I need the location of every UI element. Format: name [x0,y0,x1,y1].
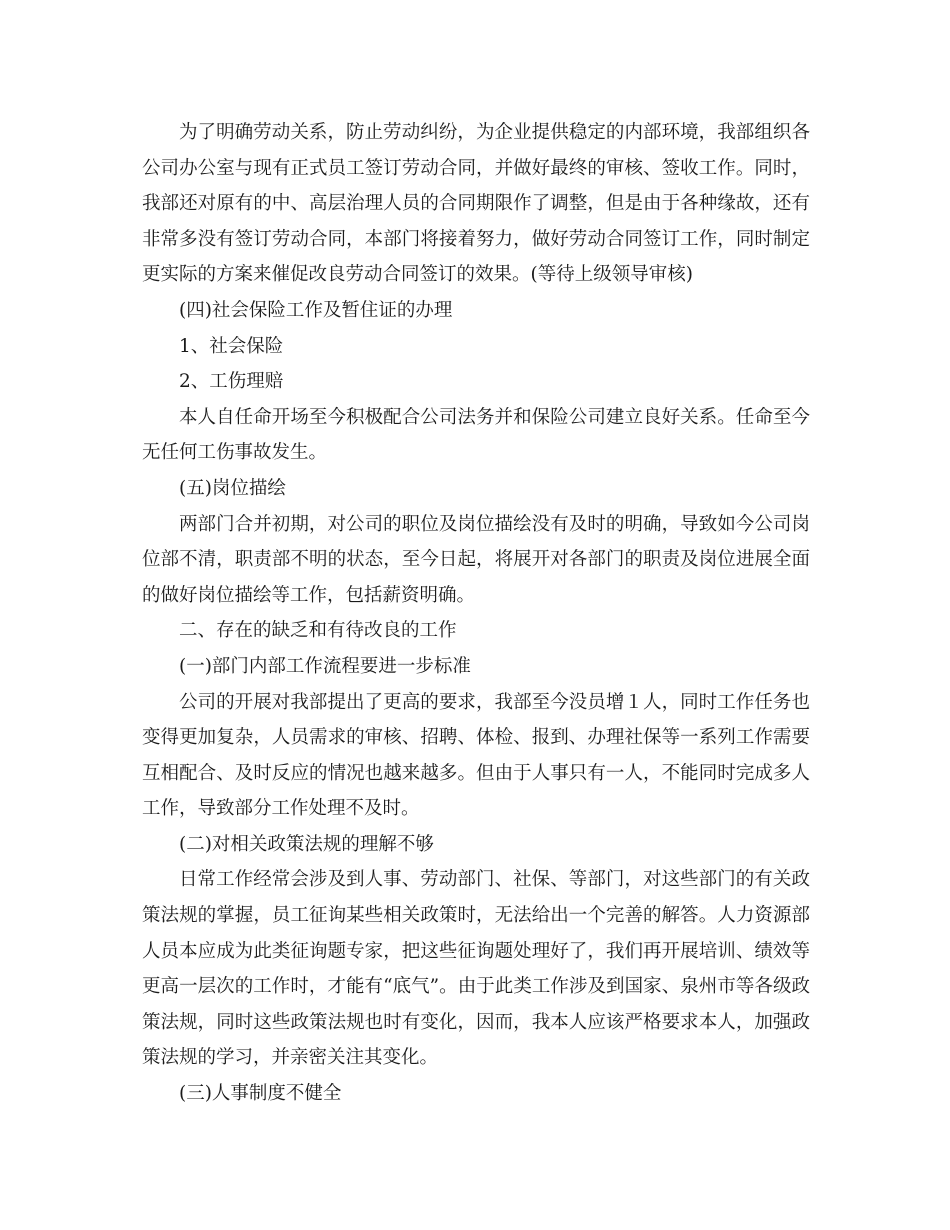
item-injury-claims: 2、工伤理赔 [179,371,284,393]
paragraph-post-description: 两部门合并初期，对公司的职位及岗位描绘没有及时的明确，导致如今公司岗位部不清，职责部不明的状态，至今日起，将展开对各部门的职责及岗位进展全面的做好岗位描绘等工作，包括薪资明确。 [142,513,810,606]
heading-workflow-standard: (一)部门内部工作流程要进一步标准 [179,655,471,677]
paragraph-injury-claims: 本人自任命开场至今积极配合公司法务并和保险公司建立良好关系。任命至今无任何工伤事故发生。 [142,406,810,464]
heading-policy-understanding: (二)对相关政策法规的理解不够 [179,833,434,855]
heading-shortcomings: 二、存在的缺乏和有待改良的工作 [179,620,457,642]
paragraph-workflow: 公司的开展对我部提出了更高的要求，我部至今没员增１人，同时工作任务也变得更加复杂，人员需求的审核、招聘、体检、报到、办理社保等一系列工作需要互相配合、及时反应的情况也越来越多。但由于人事只有一人，不能同时完成多人工作，导致部分工作处理不及时。 [142,691,810,820]
heading-social-insurance: (四)社会保险工作及暂住证的办理 [179,299,453,321]
heading-hr-system: (三)人事制度不健全 [179,1083,342,1105]
paragraph-policy: 日常工作经常会涉及到人事、劳动部门、社保、等部门，对这些部门的有关政策法规的掌握，员工征询某些相关政策时，无法给出一个完善的解答。人力资源部人员本应成为此类征询题专家，把这些征询题处理好了，我们再开展培训、绩效等更高一层次的工作时，才能有“底气”。由于此类工作涉及到国家、泉州市等各级政策法规，同时这些政策法规也时有变化，因而，我本人应该严格要求本人，加强政策法规的学习，并亲密关注其变化。 [142,869,810,1069]
paragraph-labor-contracts: 为了明确劳动关系，防止劳动纠纷，为企业提供稳定的内部环境，我部组织各公司办公室与现有正式员工签订劳动合同，并做好最终的审核、签收工作。同时，我部还对原有的中、高层治理人员的合同期限作了调整，但是由于各种缘故，还有非常多没有签订劳动合同，本部门将接着努力，做好劳动合同签订工作，同时制定更实际的方案来催促改良劳动合同签订的效果。(等待上级领导审核) [142,122,810,286]
heading-post-description: (五)岗位描绘 [179,477,286,499]
item-social-insurance: 1、社会保险 [179,335,284,357]
document-body [142,115,810,1112]
